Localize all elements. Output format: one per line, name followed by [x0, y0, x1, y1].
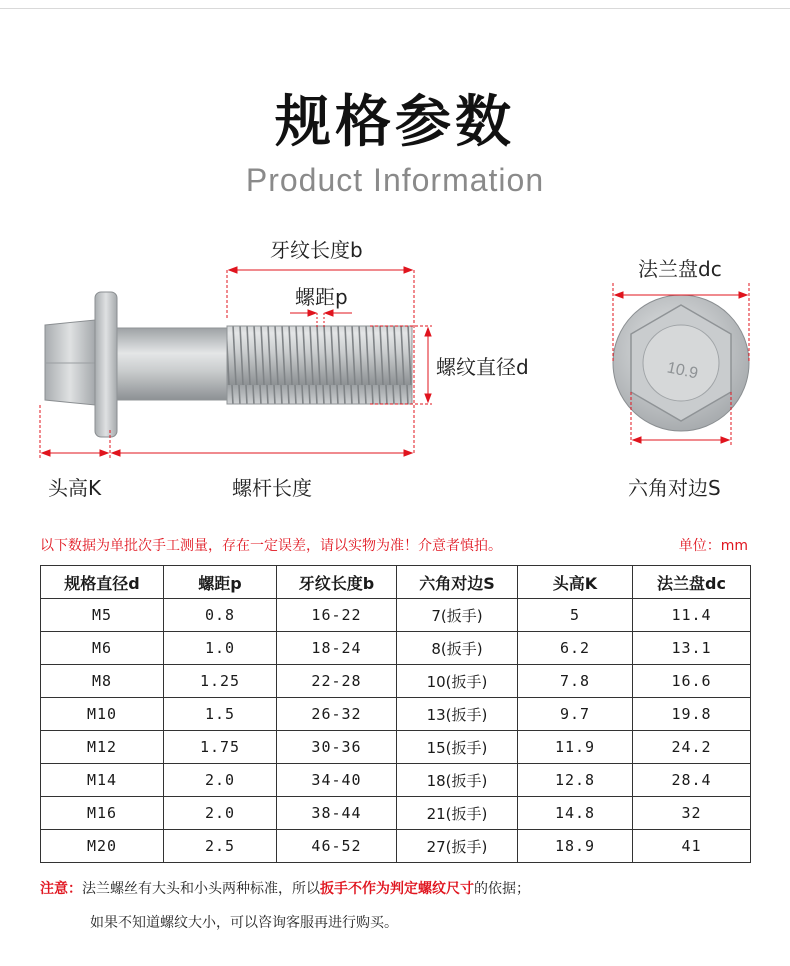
cell-head-height: 7.8 — [518, 665, 633, 698]
cell-flange: 32 — [633, 797, 751, 830]
cell-thread-length: 26-32 — [277, 698, 397, 731]
cell-head-height: 6.2 — [518, 632, 633, 665]
note-label: 注意： — [40, 881, 82, 897]
table-header-row — [41, 566, 751, 599]
table-row — [41, 665, 751, 698]
table-row — [41, 599, 751, 632]
table-row — [41, 797, 751, 830]
label-thread-diameter: 螺纹直径d — [436, 355, 529, 379]
cell-diameter: M20 — [41, 830, 164, 863]
header-head-height: 头高K — [518, 566, 633, 599]
cell-flange: 13.1 — [633, 632, 751, 665]
cell-thread-length: 46-52 — [277, 830, 397, 863]
label-shank-length: 螺杆长度 — [232, 476, 312, 500]
table-row — [41, 632, 751, 665]
cell-diameter: M12 — [41, 731, 164, 764]
cell-flange: 11.4 — [633, 599, 751, 632]
footer-note — [40, 878, 530, 898]
cell-diameter: M10 — [41, 698, 164, 731]
cell-pitch: 2.0 — [164, 797, 277, 830]
spec-table — [40, 565, 751, 863]
cell-diameter: M6 — [41, 632, 164, 665]
note-text-part1: 法兰螺丝有大头和小头两种标准，所以 — [82, 881, 320, 897]
cell-thread-length: 34-40 — [277, 764, 397, 797]
label-pitch: 螺距p — [295, 285, 348, 309]
cell-hex: 18(扳手) — [397, 764, 518, 797]
cell-pitch: 2.0 — [164, 764, 277, 797]
cell-hex: 13(扳手) — [397, 698, 518, 731]
cell-thread-length: 18-24 — [277, 632, 397, 665]
label-flange: 法兰盘dc — [638, 257, 722, 281]
cell-pitch: 1.25 — [164, 665, 277, 698]
unit-label: 单位：mm — [678, 538, 748, 554]
page-title: 规格参数 — [275, 90, 515, 155]
cell-head-height: 14.8 — [518, 797, 633, 830]
head-marking-text: 10.9 — [665, 359, 700, 383]
cell-flange: 28.4 — [633, 764, 751, 797]
header-thread-length: 牙纹长度b — [277, 566, 397, 599]
cell-head-height: 18.9 — [518, 830, 633, 863]
note-highlight: 扳手不作为判定螺纹尺寸 — [320, 881, 474, 897]
cell-hex: 7(扳手) — [397, 599, 518, 632]
header-diameter: 规格直径d — [41, 566, 164, 599]
bolt-side-view — [45, 292, 412, 437]
cell-head-height: 12.8 — [518, 764, 633, 797]
cell-head-height: 9.7 — [518, 698, 633, 731]
cell-pitch: 0.8 — [164, 599, 277, 632]
top-divider — [0, 8, 790, 9]
table-row — [41, 830, 751, 863]
cell-diameter: M16 — [41, 797, 164, 830]
cell-pitch: 1.5 — [164, 698, 277, 731]
cell-hex: 8(扳手) — [397, 632, 518, 665]
header-flange: 法兰盘dc — [633, 566, 751, 599]
cell-thread-length: 30-36 — [277, 731, 397, 764]
cell-flange: 24.2 — [633, 731, 751, 764]
cell-diameter: M8 — [41, 665, 164, 698]
table-row — [41, 764, 751, 797]
cell-thread-length: 16-22 — [277, 599, 397, 632]
cell-head-height: 5 — [518, 599, 633, 632]
header-hex-across-flats: 六角对边S — [397, 566, 518, 599]
cell-thread-length: 38-44 — [277, 797, 397, 830]
page-subtitle: Product Information — [245, 162, 545, 198]
cell-hex: 10(扳手) — [397, 665, 518, 698]
note-text-part2: 的依据； — [474, 881, 530, 897]
footer-note-line2: 如果不知道螺纹大小，可以咨询客服再进行购买。 — [90, 915, 398, 931]
header-pitch: 螺距p — [164, 566, 277, 599]
label-head-height: 头高K — [48, 476, 102, 500]
cell-flange: 16.6 — [633, 665, 751, 698]
table-row — [41, 731, 751, 764]
cell-flange: 41 — [633, 830, 751, 863]
measurement-notice: 以下数据为单批次手工测量，存在一定误差，请以实物为准！介意者慎拍。 — [40, 538, 502, 554]
table-row — [41, 698, 751, 731]
label-thread-length: 牙纹长度b — [270, 238, 363, 262]
bolt-front-view — [613, 295, 749, 431]
cell-diameter: M5 — [41, 599, 164, 632]
cell-pitch: 2.5 — [164, 830, 277, 863]
cell-head-height: 11.9 — [518, 731, 633, 764]
cell-hex: 15(扳手) — [397, 731, 518, 764]
bolt-diagram — [0, 225, 790, 515]
cell-hex: 21(扳手) — [397, 797, 518, 830]
cell-flange: 19.8 — [633, 698, 751, 731]
cell-hex: 27(扳手) — [397, 830, 518, 863]
cell-pitch: 1.0 — [164, 632, 277, 665]
cell-pitch: 1.75 — [164, 731, 277, 764]
cell-thread-length: 22-28 — [277, 665, 397, 698]
cell-diameter: M14 — [41, 764, 164, 797]
label-hex-across-flats: 六角对边S — [628, 476, 721, 500]
